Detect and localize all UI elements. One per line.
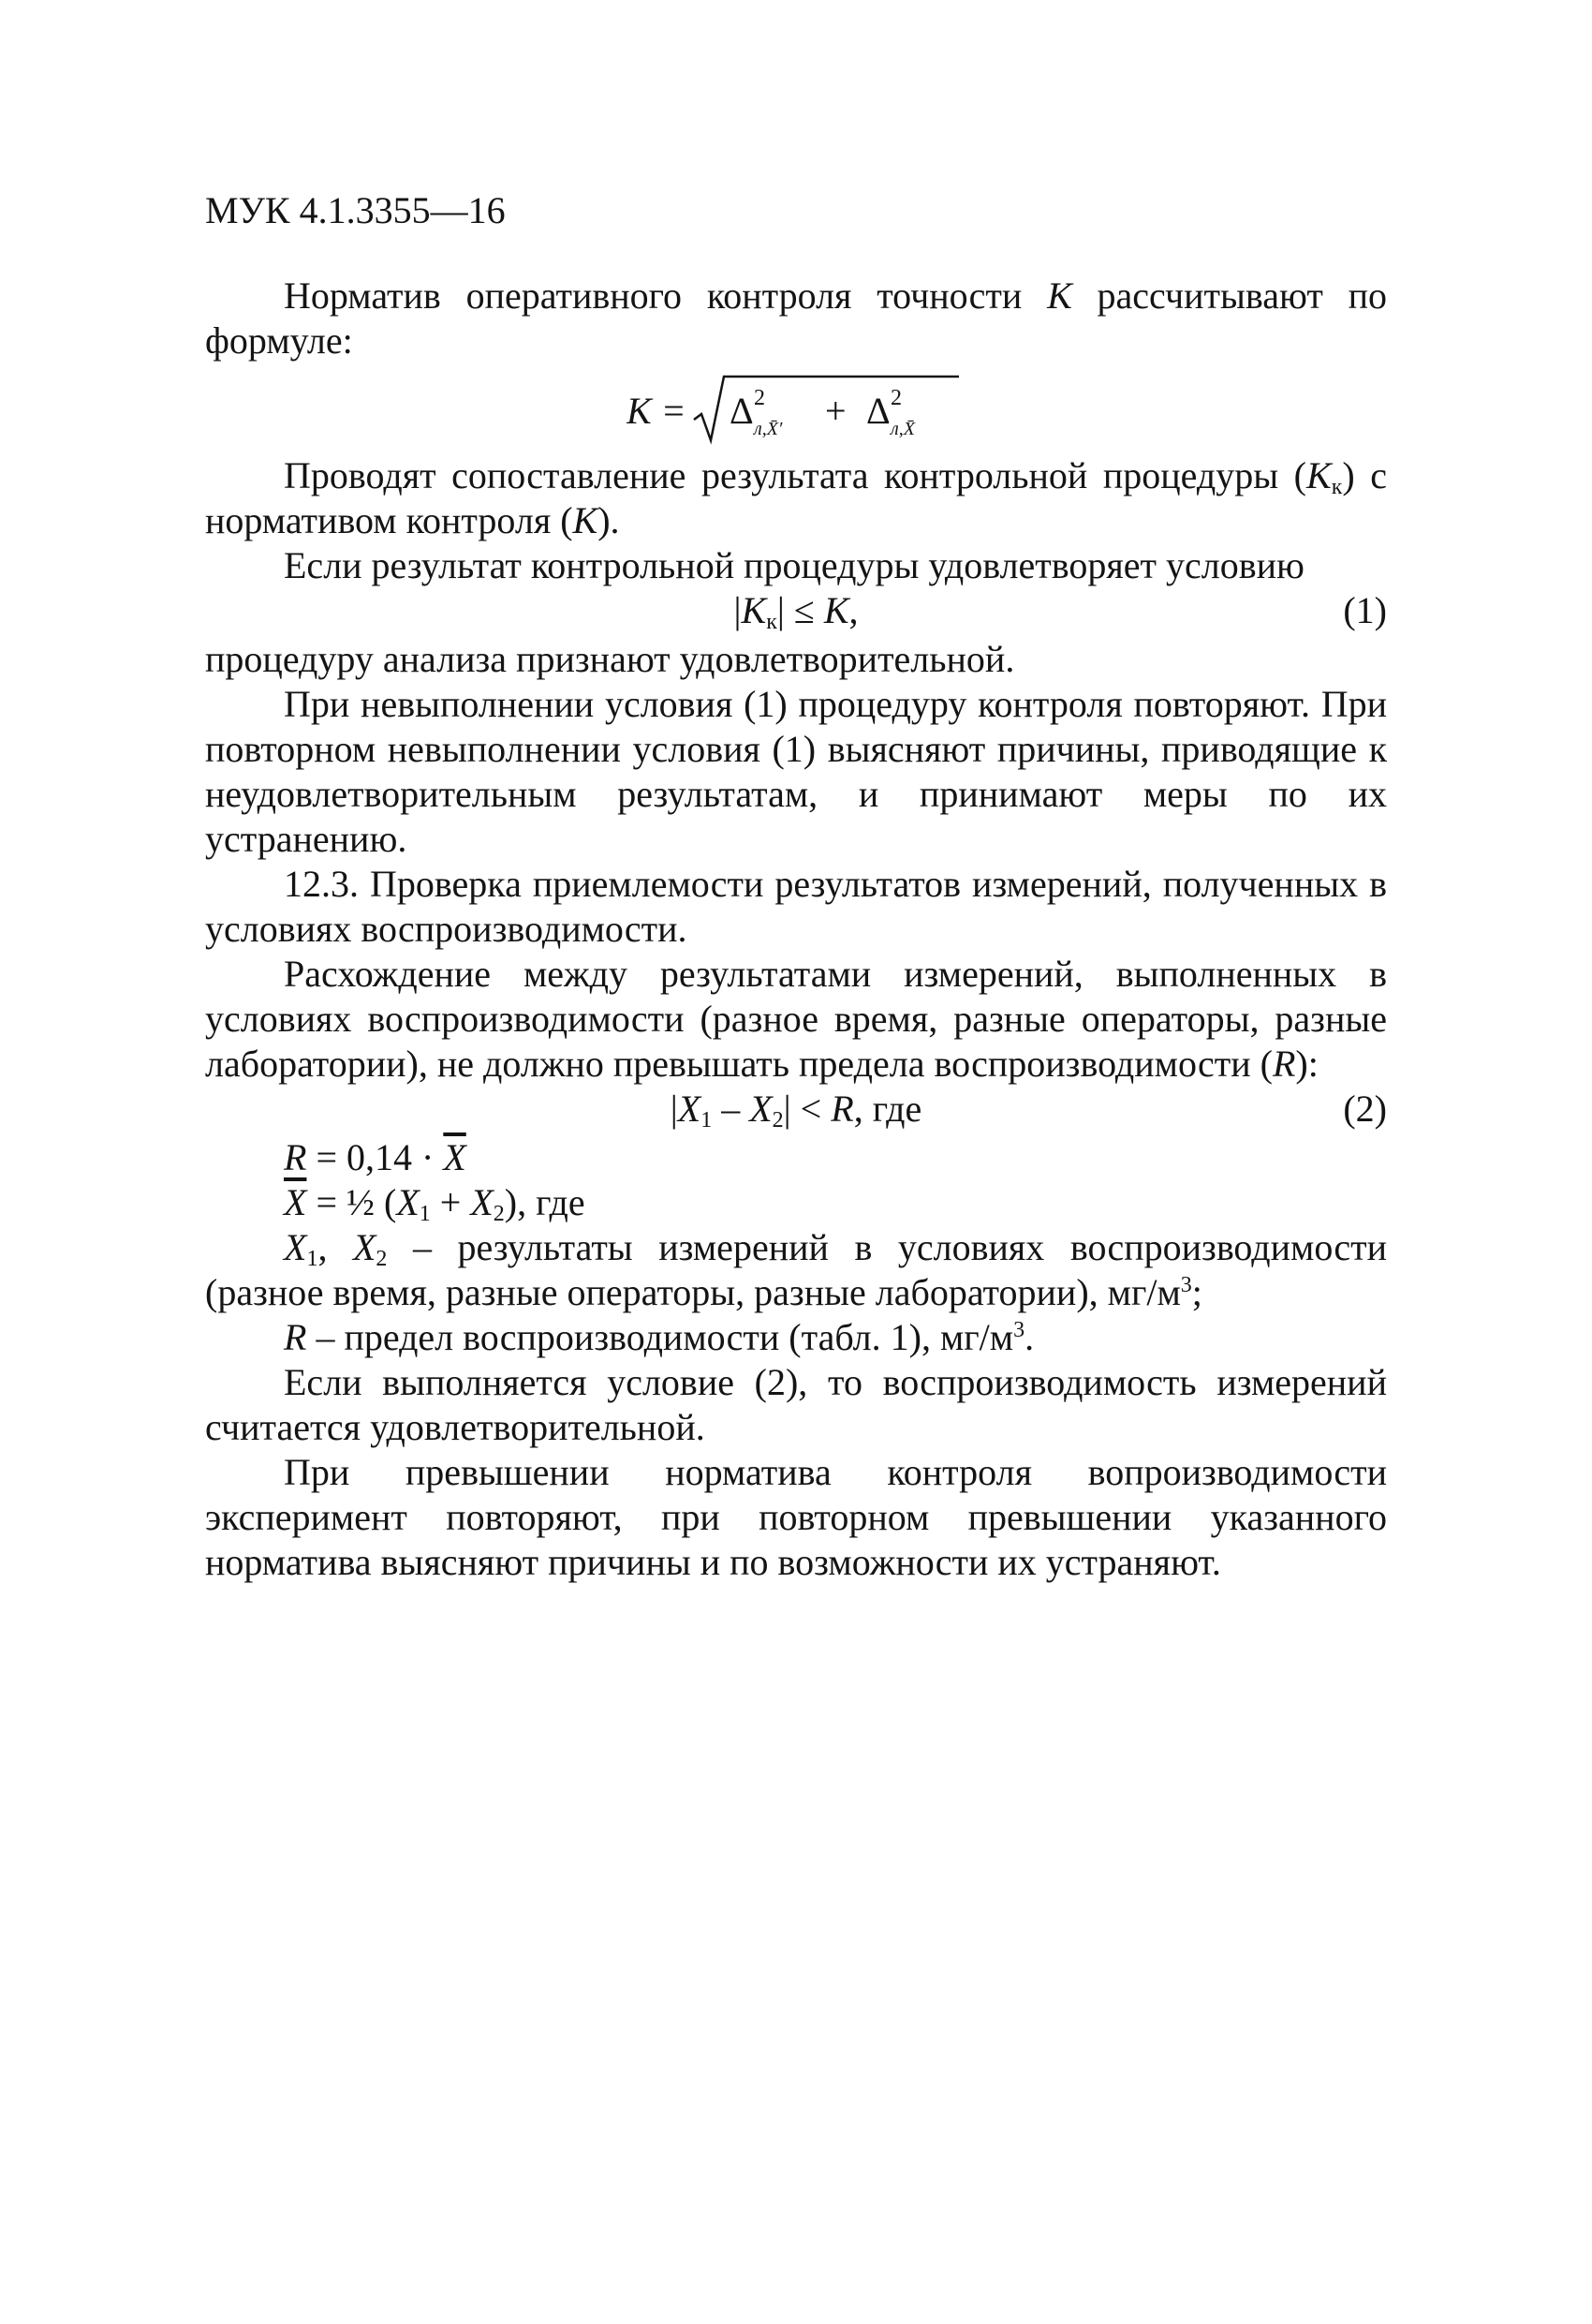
definition-r-limit: R – предел воспроизводимости (табл. 1), $мг/м^3$. [284, 1316, 1035, 1358]
equation-2: $|X_1 - X_2| < R$, где (2) [670, 1088, 1387, 1132]
paragraph-comparison: Проводят сопоставление результата контрольной процедуры $(K_к)$ с нормативом контроля (K). [205, 454, 1387, 541]
formula-k-lhs: K = [626, 390, 686, 432]
paragraph-discrepancy: Расхождение между результатами измерений, выполненных в условиях воспроизводимости (разное время, разные операторы, разные лаборатории), не должно превышать предела воспроизводимости (R): [205, 953, 1387, 1085]
equation-2-number: (2) [1343, 1088, 1387, 1130]
delta-1: Δ [730, 390, 754, 432]
paragraph-accuracy-norm: Норматив оперативного контроля точности K рассчитывают по формуле: [205, 274, 1388, 362]
definition-r-formula: $R = 0,14 \cdot \overline{X}$ [284, 1136, 466, 1178]
paragraph-satisfactory: процедуру анализа признают удовлетворительной. [205, 638, 1015, 680]
document-code-header: МУК 4.1.3355—16 [205, 189, 506, 231]
delta-2-subscript: л,X̄ [891, 419, 915, 439]
equation-1: $|K_к| \le K$, (1) [733, 589, 1387, 634]
delta-2-square: 2 [891, 386, 902, 410]
plus-sign: + [825, 390, 847, 432]
paragraph-repeat: При невыполнении условия (1) процедуру контроля повторяют. При повторном невыполнении условия (1) выясняют причины, приводящие к неудовлетворительным результатам, и принимают меры по их устранению. [205, 683, 1387, 860]
definition-x1-x2: $X_1$, $X_2$ – результаты измерений в условиях воспроизводимости (разное время, разные операторы, разные лаборатории), $мг/м^3$; [205, 1226, 1387, 1313]
formula-k [205, 363, 1387, 453]
paragraph-condition-intro: Если результат контрольной процедуры удовлетворяет условию [284, 544, 1305, 586]
delta-1-subscript: л,X̄′ [754, 419, 783, 439]
paragraph-exceeding-norm: При превышении норматива контроля вопроизводимости эксперимент повторяют, при повторном превышении указанного норматива выясняют причины и по возможности их устраняют. [205, 1451, 1387, 1583]
equation-1-number: (1) [1343, 589, 1387, 631]
formula-k-graphic [626, 367, 964, 451]
section-12-3-heading: 12.3. Проверка приемлемости результатов измерений, полученных в условиях воспроизводимости. [205, 863, 1387, 950]
paragraph-reproducibility-ok: Если выполняется условие (2), то воспроизводимость измерений считается удовлетворительной. [205, 1361, 1387, 1448]
delta-1-square: 2 [754, 386, 765, 410]
definition-mean-x: $\overline{X}$ = ½ $(X_1 + X_2)$, где [284, 1181, 585, 1226]
document-body [205, 274, 1387, 1585]
delta-2: Δ [866, 390, 891, 432]
